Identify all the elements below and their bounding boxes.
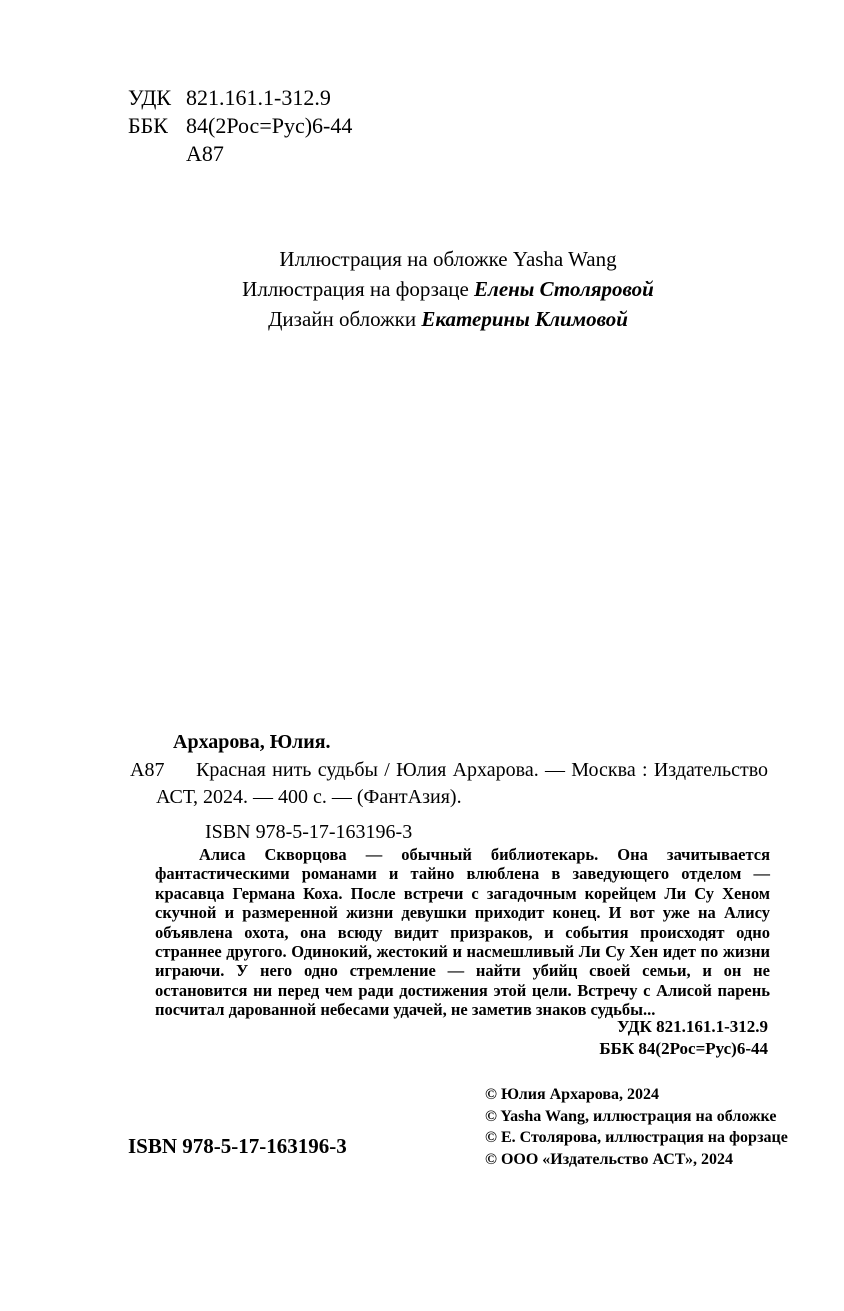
endpaper-illustrator-name: Елены Столяровой <box>474 277 654 301</box>
bottom-classification-block <box>128 1016 768 1059</box>
copyright-block <box>485 1084 788 1170</box>
illustration-credits <box>128 244 768 334</box>
bottom-udk: УДК 821.161.1-312.9 <box>617 1017 768 1036</box>
copyright-cover-illustrator: © Yasha Wang, иллюстрация на обложке <box>485 1107 777 1125</box>
endpaper-illustration-credit <box>128 274 768 304</box>
udk-value: 821.161.1-312.9 <box>186 85 331 110</box>
annotation-text: Алиса Скворцова — обычный библиотекарь. Она зачитывается фантастическими романами и тайно влюблена в заведующего отделом — красавца Германа Коха. После встречи с загадочным корейцем Ли Су Хеном скучной и размеренной жизни девушки приходит конец. И вот уже на Алису объявлена охота, она всюду видит призраков, и события происходят одно страннее другого. Одинокий, жестокий и насмешливый Ли Су Хен идет по жизни играючи. У него одно стремление — найти убийц своей семьи, и он не остановится ни перед чем ради достижения этой цели. Встречу с Алисой парень посчитал дарованной небесами удачей, не заметив знаков судьбы... <box>155 845 770 1020</box>
cover-illustrator-name: Yasha Wang <box>512 247 617 271</box>
copyright-author: © Юлия Архарова, 2024 <box>485 1086 659 1103</box>
cover-design-credit-prefix: Дизайн обложки <box>268 307 422 331</box>
author-code: А87 <box>186 141 224 166</box>
catalog-entry-text: Красная нить судьбы / Юлия Архарова. — Москва : Издательство АСТ, 2024. — 400 с. — (ФантАзия). <box>156 758 768 808</box>
isbn-bottom: ISBN 978-5-17-163196-3 <box>128 1134 347 1158</box>
cover-illustration-credit-prefix: Иллюстрация на обложке <box>279 247 513 271</box>
cover-designer-name: Екатерины Климовой <box>421 307 628 331</box>
catalog-author-code: А87 <box>130 758 165 781</box>
bbk-value: 84(2Рос=Рус)6-44 <box>186 113 353 138</box>
bottom-bbk: ББК 84(2Рос=Рус)6-44 <box>599 1038 768 1058</box>
cover-illustration-credit <box>128 244 768 274</box>
cover-design-credit <box>128 304 768 334</box>
udk-label: УДК <box>128 85 172 110</box>
bbk-label: ББК <box>128 113 168 138</box>
udk-row <box>128 84 352 112</box>
catalog-isbn: ISBN 978-5-17-163196-3 <box>205 820 413 843</box>
catalog-entry <box>130 729 768 846</box>
author-code-row <box>128 140 352 168</box>
bbk-row <box>128 112 352 140</box>
top-classification-block <box>128 84 352 168</box>
endpaper-illustration-credit-prefix: Иллюстрация на форзаце <box>242 277 475 301</box>
copyright-endpaper-illustrator: © Е. Столярова, иллюстрация на форзаце <box>485 1129 788 1146</box>
catalog-entry-body <box>130 757 768 812</box>
catalog-author-heading: Архарова, Юлия. <box>173 731 331 753</box>
copyright-publisher: © ООО «Издательство АСТ», 2024 <box>485 1150 734 1168</box>
